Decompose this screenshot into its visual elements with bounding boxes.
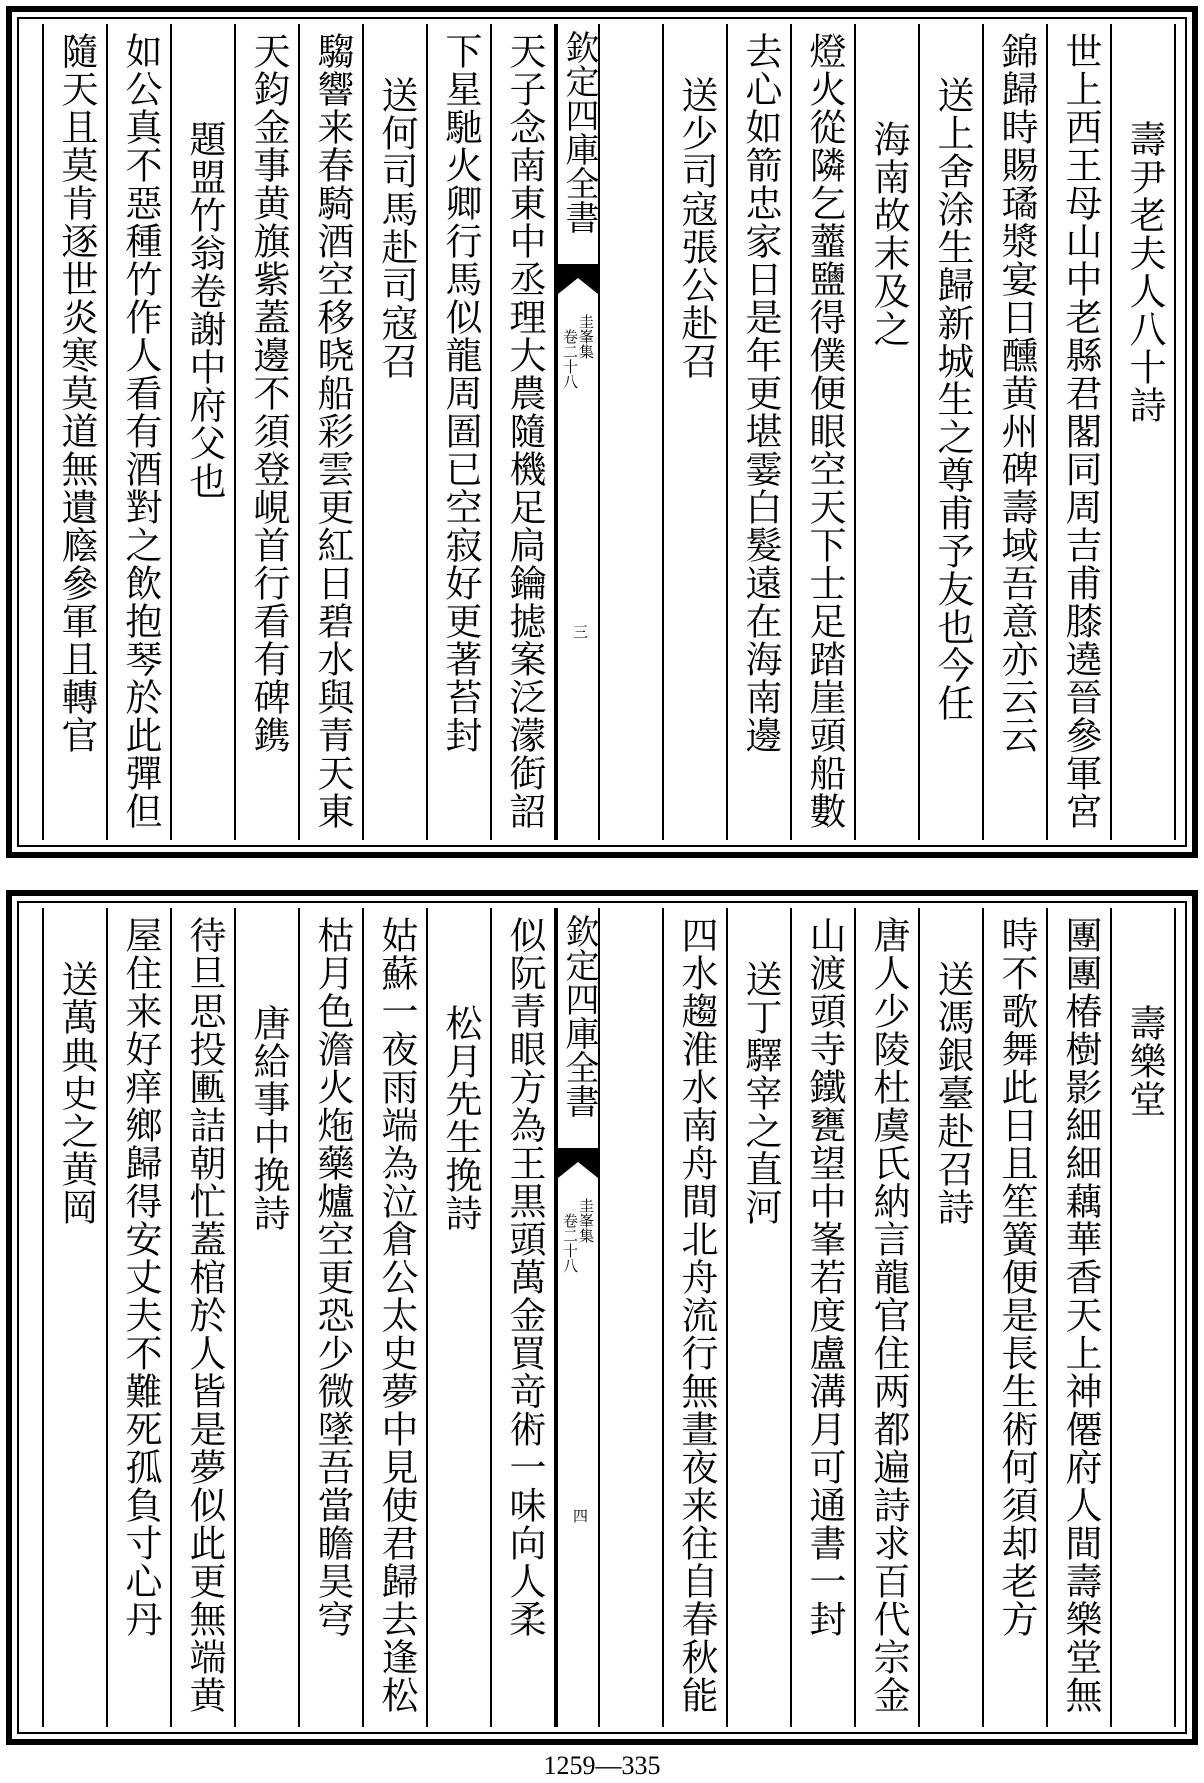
column-rule	[298, 24, 300, 840]
column-rule	[362, 24, 364, 840]
text-column	[118, 908, 162, 1727]
text-column	[930, 24, 974, 840]
column-text: 世上西王母山中老縣君閣同周吉甫膝遶晉參軍宮	[1059, 32, 1102, 830]
column-rule	[106, 908, 108, 1727]
column-text: 送何司馬赴司寇召	[375, 76, 418, 380]
column-text: 唐人少陵杜虞氏納言龍官住两都遍詩求百代宗金	[867, 916, 910, 1714]
column-rule	[42, 908, 44, 1727]
column-text: 團團椿樹影細細藕華香天上神僊府人間壽樂堂無	[1059, 916, 1102, 1714]
text-column	[374, 24, 418, 840]
column-rule	[982, 24, 984, 840]
column-text: 天鈞金事黄旗紫蓋邊不須登峴首行看有碑鎸	[247, 32, 290, 754]
text-column	[182, 24, 226, 840]
column-text: 如公真不惡種竹作人看有酒對之飲抱琴於此彈但	[119, 32, 162, 830]
text-column	[246, 908, 290, 1727]
column-text: 錦歸時賜璚漿宴日醺黄州碑壽域吾意亦云云	[995, 32, 1038, 754]
text-column	[994, 24, 1038, 840]
column-text: 時不歌舞此日且笙簧便是長生術何須却老方	[995, 916, 1038, 1638]
column-rule	[1046, 24, 1048, 840]
column-text: 壽尹老夫人八十詩	[1123, 120, 1166, 424]
text-column	[374, 908, 418, 1727]
column-text: 松月先生挽詩	[439, 1004, 482, 1232]
text-column	[1058, 24, 1102, 840]
text-column	[802, 908, 846, 1727]
column-rule	[726, 24, 728, 840]
column-text: 送萬典史之黄岡	[55, 960, 98, 1226]
text-column	[438, 908, 482, 1727]
leaf-number: 三	[571, 624, 589, 639]
column-text: 枯月色澹火炧藥爐空更恐少微墜吾當瞻昊穹	[311, 916, 354, 1638]
column-rule	[726, 908, 728, 1727]
text-column	[438, 24, 482, 840]
fish-tail-mark-icon	[558, 264, 598, 294]
text-column	[182, 908, 226, 1727]
text-column	[54, 24, 98, 840]
column-text: 送少司寇張公赴召	[675, 76, 718, 380]
column-rule	[662, 908, 664, 1727]
column-text: 四水趨淮水南舟間北舟流行無晝夜来往自春秋能	[675, 916, 718, 1714]
column-rule	[490, 24, 492, 840]
upper-page	[6, 6, 1198, 858]
text-column	[502, 908, 546, 1727]
column-text: 壽樂堂	[1123, 1004, 1166, 1118]
column-rule	[298, 908, 300, 1727]
lower-page	[6, 890, 1198, 1745]
volume-number: 卷二十八	[561, 1213, 579, 1273]
library-title: 欽定四庫全書	[559, 914, 599, 1118]
column-text: 唐給事中挽詩	[247, 1004, 290, 1232]
text-column	[1122, 24, 1166, 840]
column-rule	[362, 908, 364, 1727]
column-text: 去心如箭忠家日是年更堪霎白髮遠在海南邊	[739, 32, 782, 754]
column-rule	[234, 908, 236, 1727]
column-text: 天子念南東中丞理大農隨機足扃鑰摅案泛濛衘詔	[503, 32, 546, 830]
column-rule	[426, 908, 428, 1727]
column-rule	[918, 908, 920, 1727]
column-rule	[490, 908, 492, 1727]
column-text: 隨天且莫肯逐世炎寒莫道無遺廕參軍且轉官	[55, 32, 98, 754]
text-column	[1122, 908, 1166, 1727]
column-text: 似阮青眼方為王黒頭萬金買竒術一味向人柔	[503, 916, 546, 1638]
fish-tail-mark-icon	[558, 1148, 598, 1178]
column-text: 送丁驛宰之直河	[739, 960, 782, 1226]
column-rule	[170, 908, 172, 1727]
column-text: 燈火從隣乞虀鹽得僕便眼空天下士足踏崖頭船數	[803, 32, 846, 830]
column-rule	[426, 24, 428, 840]
column-text: 題盟竹翁卷謝中府父也	[183, 120, 226, 500]
column-rule	[1110, 24, 1112, 840]
text-column	[994, 908, 1038, 1727]
book-title: 圭峯集	[577, 1198, 595, 1243]
text-column	[310, 908, 354, 1727]
text-column	[738, 908, 782, 1727]
column-rule	[234, 24, 236, 840]
column-text: 海南故末及之	[867, 120, 910, 348]
column-text: 山渡頭寺鐵甕望中峯若度盧溝月可通書一封	[803, 916, 846, 1638]
column-rule	[42, 24, 44, 840]
text-column	[802, 24, 846, 840]
column-text: 待旦思投匭詰朝忙蓋棺於人皆是夢似此更無端黄	[183, 916, 226, 1714]
column-rule	[854, 908, 856, 1727]
column-rule	[918, 24, 920, 840]
column-rule	[1174, 24, 1176, 840]
center-fold-column	[556, 24, 600, 840]
text-column	[502, 24, 546, 840]
column-text: 下星馳火卿行馬似龍周圄已空寂好更著苔封	[439, 32, 482, 754]
text-column	[866, 908, 910, 1727]
column-rule	[790, 24, 792, 840]
column-rule	[662, 24, 664, 840]
text-column	[54, 908, 98, 1727]
library-title: 欽定四庫全書	[559, 30, 599, 234]
text-column	[930, 908, 974, 1727]
text-column	[1058, 908, 1102, 1727]
text-column	[118, 24, 162, 840]
text-column	[866, 24, 910, 840]
column-text: 屋住来好痒鄉歸得安丈夫不難死孤負寸心丹	[119, 916, 162, 1638]
text-column	[674, 24, 718, 840]
column-rule	[790, 908, 792, 1727]
text-column	[738, 24, 782, 840]
column-rule	[170, 24, 172, 840]
column-text: 送馮銀臺赴召詩	[931, 960, 974, 1226]
text-column	[674, 908, 718, 1727]
column-rule	[982, 908, 984, 1727]
column-rule	[1046, 908, 1048, 1727]
column-rule	[106, 24, 108, 840]
volume-number: 卷二十八	[561, 329, 579, 389]
column-rule	[1174, 908, 1176, 1727]
column-text: 騶響来春騎酒空移晓船彩雲更紅日碧水與青天東	[311, 32, 354, 830]
leaf-number: 四	[571, 1508, 589, 1523]
column-rule	[1110, 908, 1112, 1727]
book-title: 圭峯集	[577, 314, 595, 359]
column-rule	[854, 24, 856, 840]
center-fold-column	[556, 908, 600, 1727]
page-footer-number: 1259—335	[543, 1751, 661, 1780]
text-column	[310, 24, 354, 840]
text-column	[246, 24, 290, 840]
column-text: 姑蘇一夜雨端為泣倉公太史夢中見使君歸去逢松	[375, 916, 418, 1714]
column-text: 送上舍涂生歸新城生之尊甫予友也今任	[931, 76, 974, 722]
